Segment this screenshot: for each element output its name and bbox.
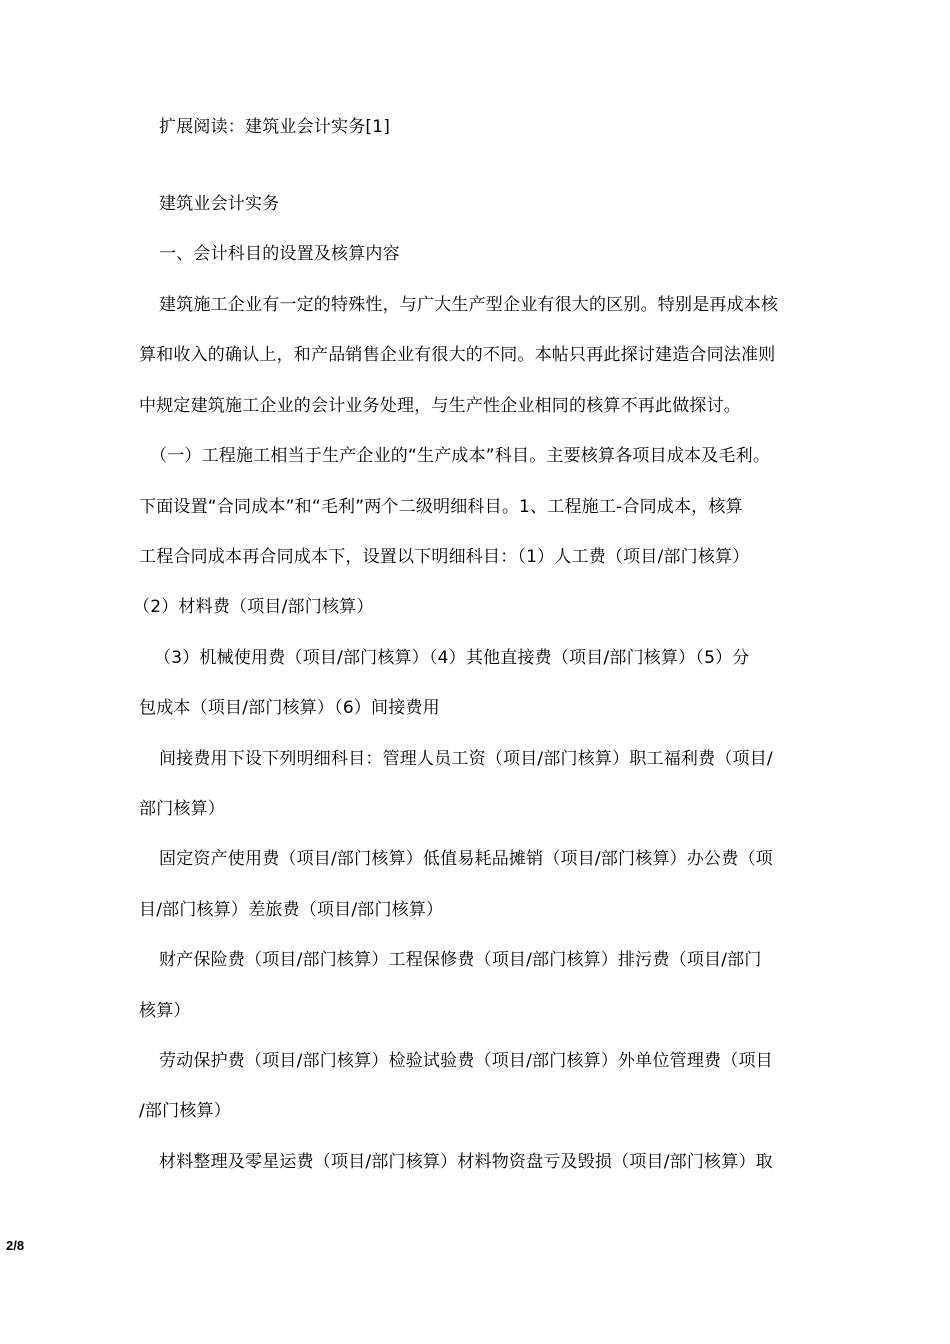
section-title: 建筑业会计实务 <box>159 194 280 214</box>
paragraph-line: 劳动保护费（项目/部门核算）检验试验费（项目/部门核算）外单位管理费（项目 <box>159 1051 773 1071</box>
paragraph-line: 核算） <box>139 1001 191 1021</box>
paragraph-line: 包成本（项目/部门核算）（6）间接费用 <box>139 698 440 718</box>
paragraph-line: 工程合同成本再合同成本下，设置以下明细科目：（1）人工费（项目/部门核算） <box>139 547 750 567</box>
paragraph-line: 目/部门核算）差旅费（项目/部门核算） <box>139 900 444 920</box>
extended-reading-title: 扩展阅读：建筑业会计实务[1] <box>159 117 391 137</box>
section-heading: 一、会计科目的设置及核算内容 <box>159 244 400 264</box>
paragraph-line: 建筑施工企业有一定的特殊性，与广大生产型企业有很大的区别。特别是再成本核 <box>159 295 779 315</box>
paragraph-line: （3）机械使用费（项目/部门核算）（4）其他直接费（项目/部门核算）（5）分 <box>154 648 750 668</box>
paragraph-line: 部门核算） <box>139 799 225 819</box>
paragraph-line: 算和收入的确认上，和产品销售企业有很大的不同。本帖只再此探讨建造合同法准则 <box>139 345 776 365</box>
paragraph-line: 下面设置“合同成本”和“毛利”两个二级明细科目。1、工程施工-合同成本，核算 <box>139 497 743 517</box>
paragraph-line: （一）工程施工相当于生产企业的“生产成本”科目。主要核算各项目成本及毛利。 <box>150 446 771 466</box>
paragraph-line: 固定资产使用费（项目/部门核算）低值易耗品摊销（项目/部门核算）办公费（项 <box>159 849 773 869</box>
paragraph-line: 中规定建筑施工企业的会计业务处理，与生产性企业相同的核算不再此做探讨。 <box>139 396 741 416</box>
paragraph-line: /部门核算） <box>139 1101 231 1121</box>
paragraph-line: 财产保险费（项目/部门核算）工程保修费（项目/部门核算）排污费（项目/部门 <box>159 950 762 970</box>
paragraph-line: （2）材料费（项目/部门核算） <box>133 597 374 617</box>
paragraph-line: 间接费用下设下列明细科目：管理人员工资（项目/部门核算）职工福利费（项目/ <box>159 749 773 769</box>
page-number: 2/8 <box>6 1238 25 1253</box>
paragraph-line: 材料整理及零星运费（项目/部门核算）材料物资盘亏及毁损（项目/部门核算）取 <box>159 1152 773 1172</box>
